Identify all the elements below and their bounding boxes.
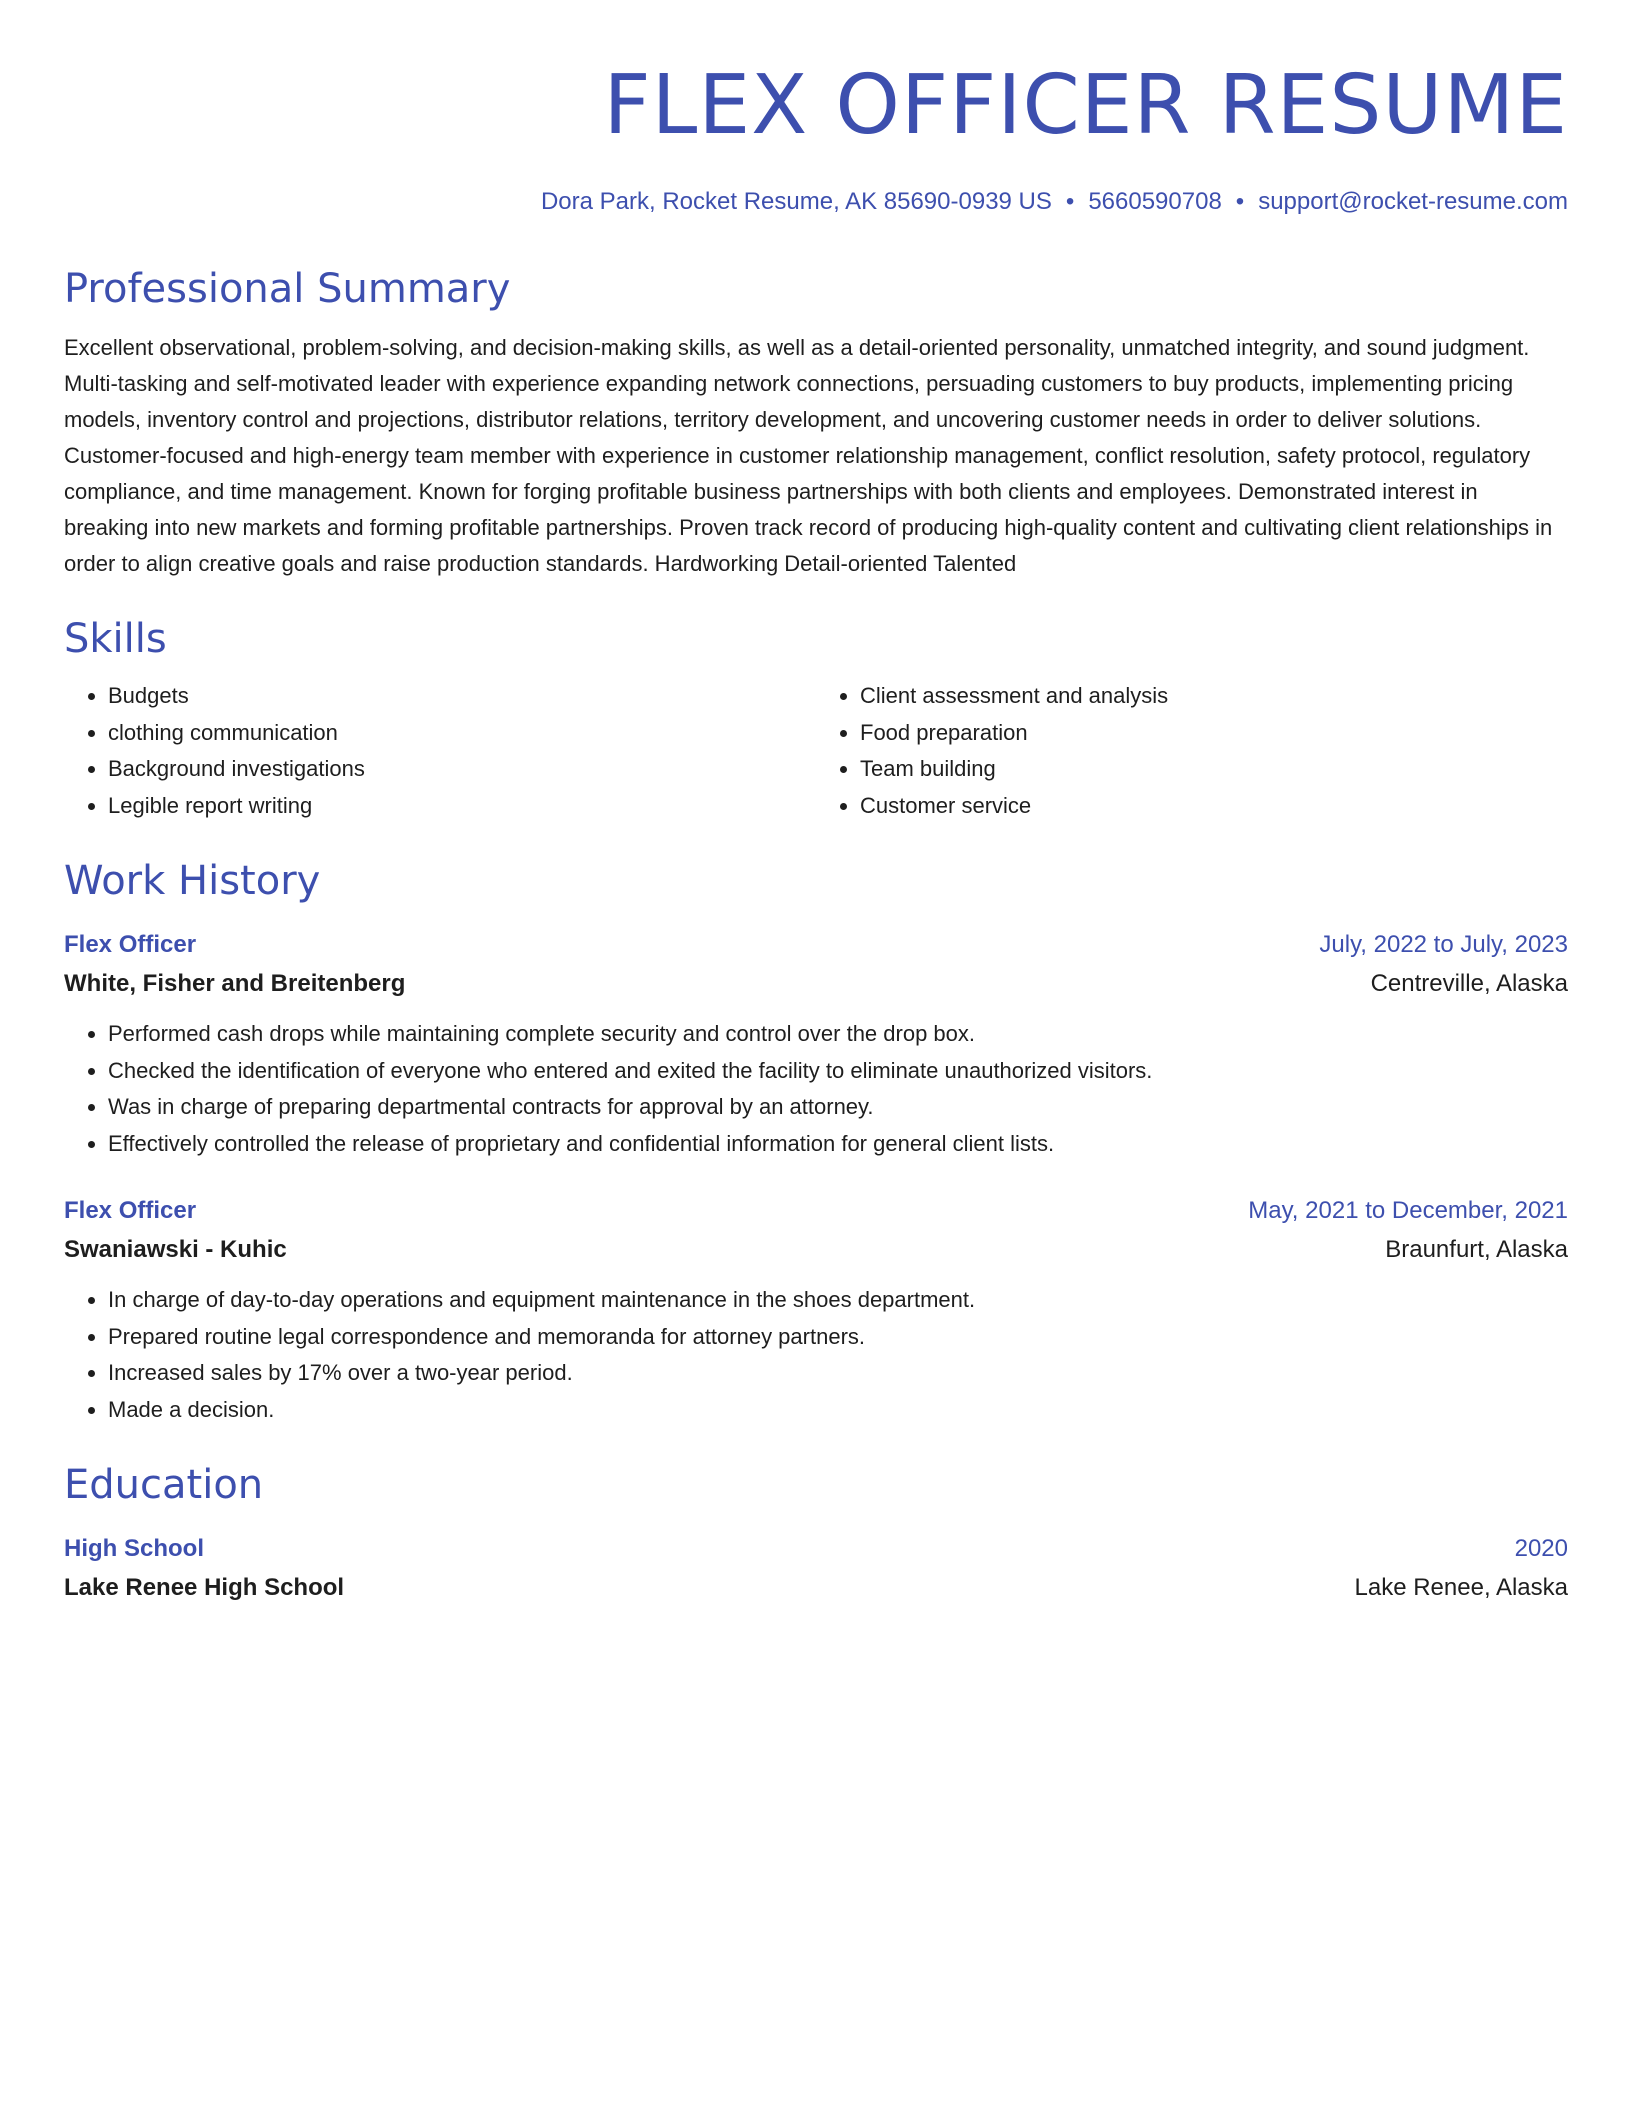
contact-line xyxy=(64,186,1568,218)
education-school: Lake Renee High School xyxy=(64,1574,345,1601)
section-heading-education: Education xyxy=(64,1462,264,1508)
job-company: White, Fisher and Breitenberg xyxy=(64,970,406,997)
job-duty: • Effectively controlled the release of proprietary and confidential information for general client lists. xyxy=(108,1126,1568,1163)
section-heading-work: Work History xyxy=(64,858,321,904)
job-header-row xyxy=(64,1192,1568,1230)
job-dates: May, 2021 to December, 2021 xyxy=(1248,1197,1568,1224)
job-location: Braunfurt, Alaska xyxy=(1385,1236,1568,1263)
education-header-row xyxy=(64,1530,1568,1568)
skill-item: • Legible report writing xyxy=(108,788,816,825)
contact-separator: • xyxy=(1065,188,1075,215)
contact-email: support@rocket-resume.com xyxy=(1258,188,1568,215)
job-duty: • Performed cash drops while maintaining complete security and control over the drop box. xyxy=(108,1016,1568,1053)
education-school-row xyxy=(64,1568,1568,1608)
education-entry xyxy=(64,1530,1568,1608)
job-company: Swaniawski - Kuhic xyxy=(64,1236,287,1263)
skill-item: • Customer service xyxy=(860,788,1568,825)
contact-phone: 5660590708 xyxy=(1088,188,1222,215)
job-duties-list xyxy=(64,1282,1568,1428)
job-header-row xyxy=(64,926,1568,964)
skill-item: • Background investigations xyxy=(108,751,816,788)
contact-separator: • xyxy=(1235,188,1245,215)
job-duty: • Made a decision. xyxy=(108,1392,1568,1429)
skills-grid xyxy=(64,678,1568,824)
section-heading-skills: Skills xyxy=(64,616,167,662)
resume-title: FLEX OFFICER RESUME xyxy=(603,58,1568,153)
job-duties-list xyxy=(64,1016,1568,1162)
job-title: Flex Officer xyxy=(64,1197,197,1224)
education-location: Lake Renee, Alaska xyxy=(1354,1574,1568,1601)
skill-item: • clothing communication xyxy=(108,715,816,752)
skill-item: • Team building xyxy=(860,751,1568,788)
job-duty: • Checked the identification of everyone who entered and exited the facility to eliminate unauthorized visitors. xyxy=(108,1053,1568,1090)
job-entry xyxy=(64,1192,1568,1428)
section-heading-summary: Professional Summary xyxy=(64,266,511,312)
job-entry xyxy=(64,926,1568,1162)
skill-item: • Budgets xyxy=(108,678,816,715)
job-dates: July, 2022 to July, 2023 xyxy=(1319,931,1568,958)
skills-list-right xyxy=(816,678,1568,824)
job-location: Centreville, Alaska xyxy=(1370,970,1568,997)
education-degree: High School xyxy=(64,1535,204,1562)
contact-address: Dora Park, Rocket Resume, AK 85690-0939 US xyxy=(540,188,1052,215)
education-year: 2020 xyxy=(1514,1535,1568,1562)
summary-text: Excellent observational, problem-solving, and decision-making skills, as well as a detail-oriented personality, unmatched integrity, and sound judgment. Multi-tasking and self-motivated leader with experience expanding network connections, persuading customers to buy products, implementing pricing models, inventory control and projections, distributor relations, territory development, and uncovering customer needs in order to deliver solutions. Customer-focused and high-energy team member with experience in customer relationship management, conflict resolution, safety protocol, regulatory compliance, and time management. Known for forging profitable business partnerships with both clients and employees. Demonstrated interest in breaking into new markets and forming profitable partnerships. Proven track record of producing high-quality content and cultivating client relationships in order to align creative goals and raise production standards. Hardworking Detail-oriented Talented xyxy=(64,335,1553,576)
job-duty: • Prepared routine legal correspondence and memoranda for attorney partners. xyxy=(108,1319,1568,1356)
skills-list-left xyxy=(64,678,816,824)
job-company-row xyxy=(64,1230,1568,1270)
job-title: Flex Officer xyxy=(64,931,197,958)
skill-item: • Food preparation xyxy=(860,715,1568,752)
job-duty: • In charge of day-to-day operations and equipment maintenance in the shoes department. xyxy=(108,1282,1568,1319)
job-duty: • Was in charge of preparing departmental contracts for approval by an attorney. xyxy=(108,1089,1568,1126)
skill-item: • Client assessment and analysis xyxy=(860,678,1568,715)
job-duty: • Increased sales by 17% over a two-year period. xyxy=(108,1355,1568,1392)
job-company-row xyxy=(64,964,1568,1004)
